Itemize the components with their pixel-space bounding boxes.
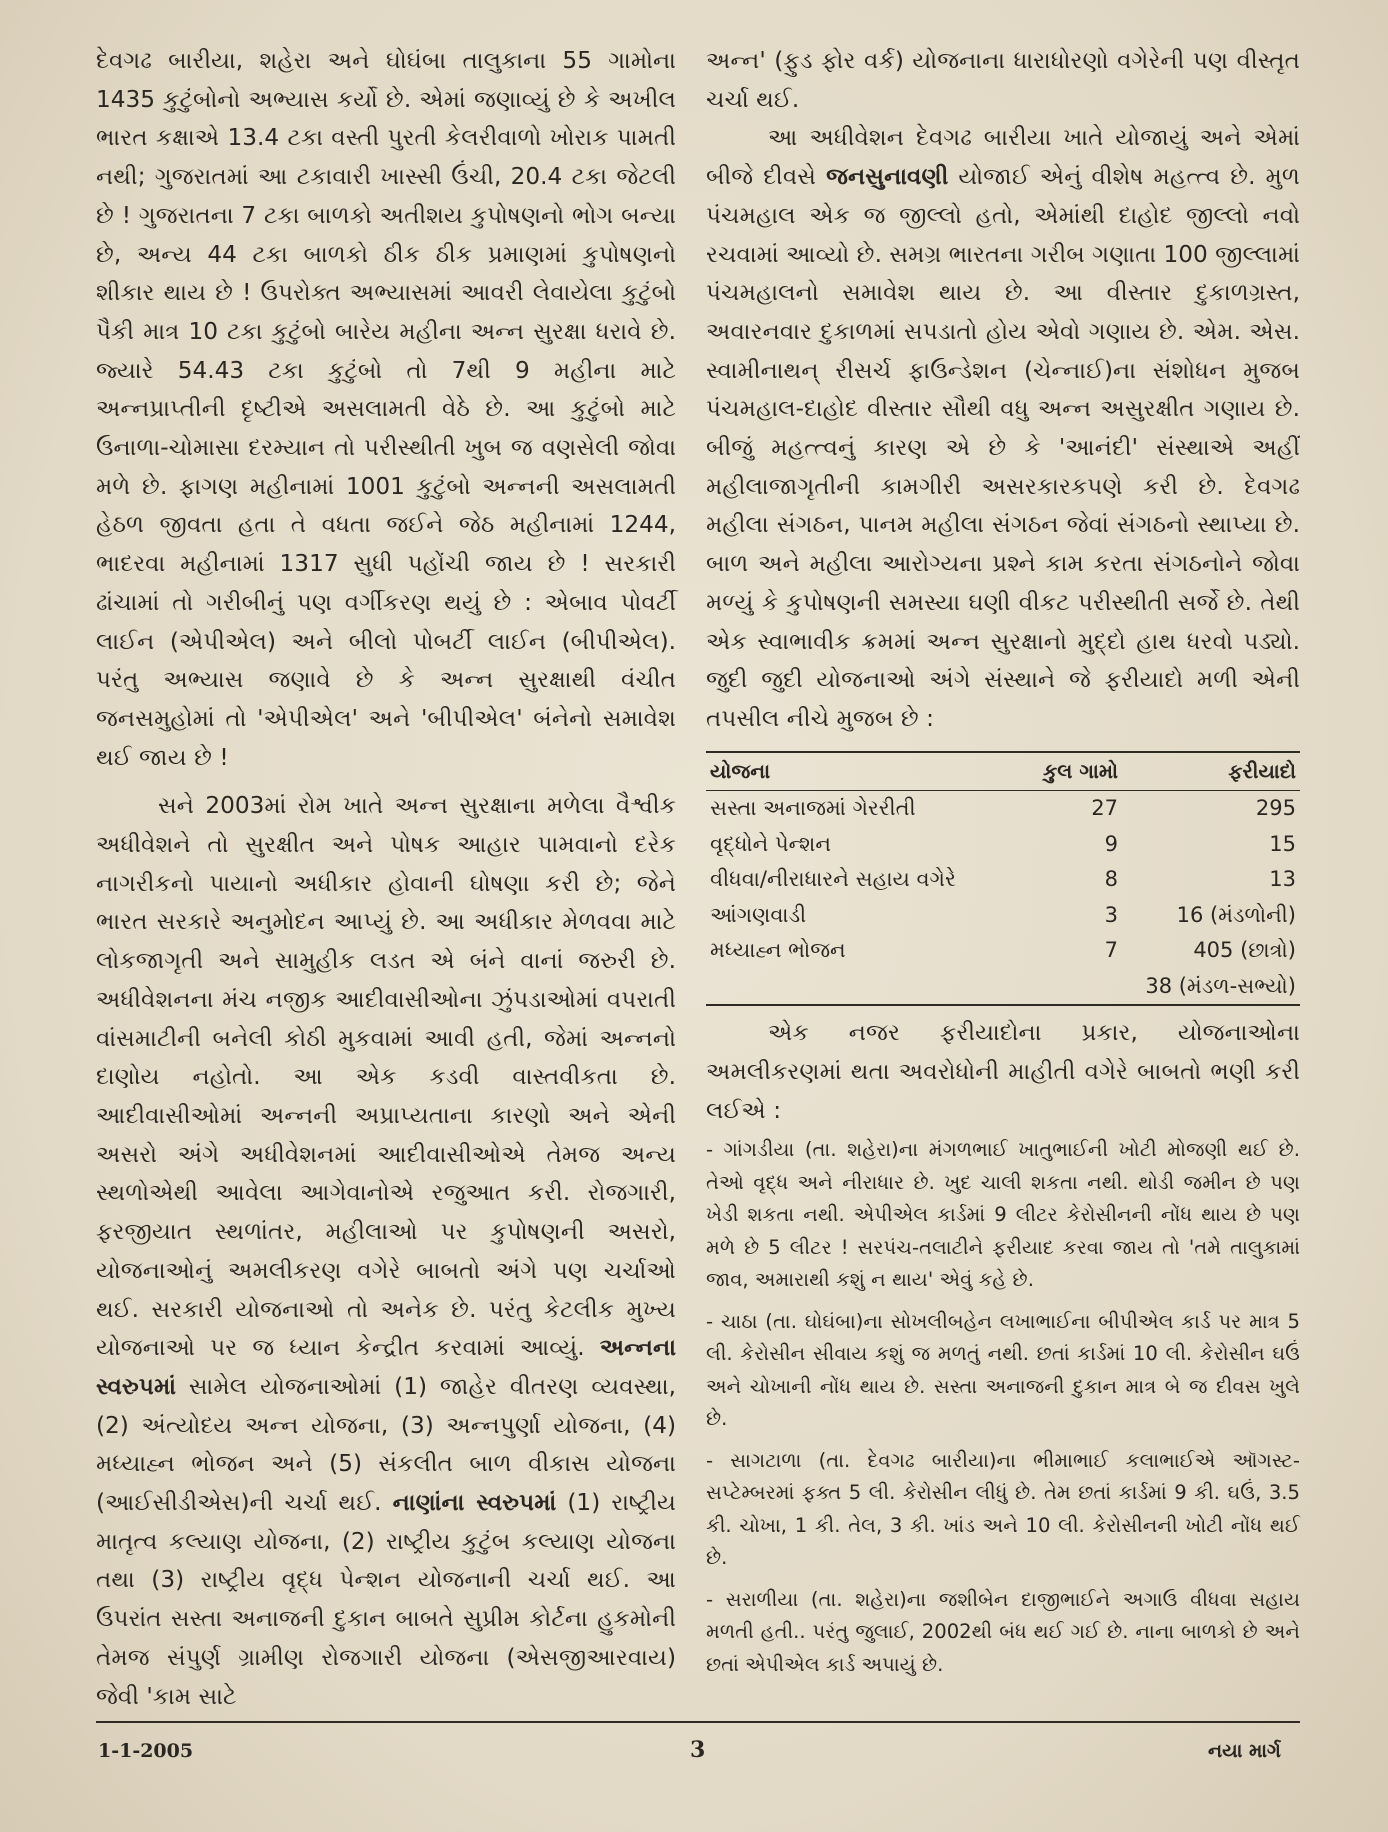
list-item: - ગાંગડીયા (તા. શહેરા)ના મંગળભાઈ ખાતુભાઈની ખોટી મોજણી થઈ છે. તેઓ વૃદ્ધ અને નીરાધાર છે. ખુદ ચાલી શકતા નથી. થોડી જમીન છે પણ ખેડી શકતા નથી. એપીએલ કાર્ડમાં 9 લીટર કેરોસીનની નોંધ થાય છે પણ મળે છે 5 લીટર ! સરપંચ-તલાટીને ફરીયાદ કરવા જાય તો 'તમે તાલુકામાં જાવ, અમારાથી કશું ન થાય' એવું કહે છે.	[706, 1138, 1300, 1292]
left-column	[96, 42, 676, 1716]
cell-complaints: 38 (મંડળ-સભ્યો)	[1145, 973, 1296, 998]
cell-complaints: 16 (મંડળોની)	[1176, 902, 1296, 927]
cell-villages: 9	[1104, 831, 1118, 856]
text-run: સને 2003માં રોમ ખાતે અન્ન સુરક્ષાના મળેલા વૈશ્વીક અધીવેશને તો સુરક્ષીત અને પોષક આહાર પામવાનો દરેક નાગરીકનો પાયાનો અધીકાર હોવાની ઘોષણા કરી છે; જેને ભારત સરકારે અનુમોદન આપ્યું છે. આ અધીકાર મેળવવા માટે લોકજાગૃતી અને સામુહીક લડત એ બંને વાનાં જરુરી છે. અધીવેશનના મંચ નજીક આદીવાસીઓના ઝુંપડાઓમાં વપરાતી વાંસમાટીની બનેલી કોઠી મુકવામાં આવી હતી, જેમાં અન્નનો દાણોય નહોતો. આ એક કડવી વાસ્તવીકતા છે. આદીવાસીઓમાં અન્નની અપ્રાપ્યતાના કારણો અને એની અસરો અંગે અધીવેશનમાં આદીવાસીઓએ તેમજ અન્ય સ્થળોએથી આવેલા આગેવાનોએ રજુઆત કરી. રોજગારી, ફરજીયાત સ્થળાંતર, મહીલાઓ પર કુપોષણની અસરો, યોજનાઓનું અમલીકરણ વગેરે બાબતો અંગે પણ ચર્ચાઓ થઈ. સરકારી યોજનાઓ તો અનેક છે. પરંતુ કેટલીક મુખ્ય યોજનાઓ પર જ ધ્યાન કેન્દ્રીત કરવામાં આવ્યું.	[96, 792, 676, 1362]
cell-scheme: વીધવા/નીરાધારને સહાય વગેરે	[710, 867, 956, 892]
magazine-name: નયા માર્ગ	[1208, 1740, 1281, 1762]
cell-complaints: 15	[1269, 831, 1296, 856]
table-row	[706, 969, 1300, 1006]
cell-scheme: આંગણવાડી	[710, 902, 807, 927]
list-item: - ચાઠા (તા. ઘોઘંબા)ના સોખલીબહેન લખાભાઈના બીપીએલ કાર્ડ પર માત્ર 5 લી. કેરોસીન સીવાય કશું જ મળતું નથી. છતાં કાર્ડમાં 10 લી. કેરોસીન ઘઉં અને ચોખાની નોંધ થાય છે. સસ્તા અનાજની દુકાન માત્ર બે જ દીવસ ખુલે છે.	[706, 1309, 1300, 1431]
cell-complaints: 405 (છાત્રો)	[1193, 938, 1296, 963]
paragraph: દેવગઢ બારીયા, શહેરા અને ઘોઘંબા તાલુકાના 55 ગામોના 1435 કુટુંબોનો અભ્યાસ કર્યો છે. એમાં જણાવ્યું છે કે અખીલ ભારત કક્ષાએ 13.4 ટકા વસ્તી પુરતી કેલરીવાળો ખોરાક પામતી નથી; ગુજરાતમાં આ ટકાવારી ખાસ્સી ઉંચી, 20.4 ટકા જેટલી છે ! ગુજરાતના 7 ટકા બાળકો અતીશય કુપોષણનો ભોગ બન્યા છે, અન્ય 44 ટકા બાળકો ઠીક ઠીક પ્રમાણમાં કુપોષણનો શીકાર થાય છે ! ઉપરોક્ત અભ્યાસમાં આવરી લેવાયેલા કુટુંબો પૈકી માત્ર 10 ટકા કુટુંબો બારેય મહીના અન્ન સુરક્ષા ધરાવે છે. જ્યારે 54.43 ટકા કુટુંબો તો 7થી 9 મહીના માટે અન્નપ્રાપ્તીની દૃષ્ટીએ અસલામતી વેઠે છે. આ કુટુંબો માટે ઉનાળા-ચોમાસા દરમ્યાન તો પરીસ્થીતી ખુબ જ વણસેલી જોવા મળે છે. ફાગણ મહીનામાં 1001 કુટુંબો અન્નની અસલામતી હેઠળ જીવતા હતા તે વધતા જઈને જેઠ મહીનામાં 1244, ભાદરવા મહીનામાં 1317 સુધી પહોંચી જાય છે ! સરકારી ઢાંચામાં તો ગરીબીનું પણ વર્ગીકરણ થયું છે : એબાવ પોવર્ટી લાઈન (એપીએલ) અને બીલો પોબર્ટી લાઈન (બીપીએલ). પરંતુ અભ્યાસ જણાવે છે કે અન્ન સુરક્ષાથી વંચીત જનસમુહોમાં તો 'એપીએલ' અને 'બીપીએલ' બંનેનો સમાવેશ થઈ જાય છે !	[96, 47, 676, 771]
footer-date: 1-1-2005	[98, 1740, 194, 1762]
paragraph: એક નજર ફરીયાદોના પ્રકાર, યોજનાઓના અમલીકરણમાં થતા અવરોધોની માહીતી વગેરે બાબતો ભણી કરી લઈએ :	[706, 1019, 1300, 1124]
table-row	[706, 827, 1300, 863]
cell-scheme: વૃદ્ધોને પેન્શન	[710, 831, 831, 856]
column-header-villages: કુલ ગામો	[1043, 758, 1118, 783]
text-run: આ અધીવેશન દેવગઢ બારીયા ખાતે યોજાયું અને એમાં બીજે દીવસે	[706, 124, 1300, 191]
cell-villages: 3	[1104, 902, 1118, 927]
cell-complaints: 13	[1269, 867, 1296, 892]
cell-scheme: સસ્તા અનાજમાં ગેરરીતી	[710, 796, 916, 821]
table-row	[706, 898, 1300, 934]
bold-text: નાણાંના સ્વરુપમાં	[392, 1489, 557, 1517]
paragraph	[96, 787, 676, 1716]
list-item: - સાગટાળા (તા. દેવગઢ બારીયા)ના ભીમાભાઈ કલાભાઈએ ઑગસ્ટ-સપ્ટેમ્બરમાં ફક્ત 5 લી. કેરોસીન લીધું છે. તેમ છતાં કાર્ડમાં 9 કી. ઘઉં, 3.5 કી. ચોખા, 1 કી. તેલ, 3 કી. ખાંડ અને 10 લી. કેરોસીનની ખોટી નોંધ થઈ છે.	[706, 1448, 1300, 1570]
cell-scheme	[706, 969, 1024, 1006]
list-item: - સરાળીયા (તા. શહેરા)ના જશીબેન દાજીભાઈને અગાઉ વીધવા સહાય મળતી હતી.. પરંતુ જુલાઈ, 2002થી બંધ થઈ ગઈ છે. નાના બાળકો છે અને છતાં એપીએલ કાર્ડ અપાયું છે.	[706, 1587, 1300, 1676]
column-header-scheme: યોજના	[710, 758, 771, 783]
page-number: 3	[690, 1737, 706, 1763]
complaints-table	[706, 751, 1300, 1007]
cell-villages: 7	[1104, 938, 1118, 963]
text-run: (1) રાષ્ટ્રીય માતૃત્વ કલ્યાણ યોજના, (2) રાષ્ટ્રીય કુટુંબ કલ્યાણ યોજના તથા (3) રાષ્ટ્રીય વૃદ્ધ પેન્શન યોજનાની ચર્ચા થઈ. આ ઉપરાંત સસ્તા અનાજની દુકાન બાબતે સુપ્રીમ કોર્ટના હુકમોની તેમજ સંપુર્ણ ગ્રામીણ રોજગારી યોજના (એસજીઆરવાય) જેવી 'કામ સાટે	[96, 1489, 677, 1710]
table-header-row	[706, 752, 1300, 791]
cell-complaints: 295	[1255, 796, 1296, 821]
cell-villages: 8	[1104, 867, 1118, 892]
cell-villages	[1024, 969, 1132, 1006]
footer-divider	[96, 1721, 1300, 1723]
cell-villages: 27	[1091, 796, 1118, 821]
column-header-complaints: ફરીયાદો	[1228, 758, 1296, 783]
bold-text: અન્નના સ્વરુપમાં	[96, 1334, 676, 1400]
table-row	[706, 862, 1300, 898]
paragraph: અન્ન' (ફુડ ફોર વર્ક) યોજનાના ધારાધોરણો વગેરેની પણ વીસ્તૃત ચર્ચા થઈ.	[706, 47, 1300, 113]
table-row	[706, 933, 1300, 969]
case-list	[706, 1134, 1300, 1681]
bold-text: જનસુનાવણી	[826, 163, 949, 191]
right-column	[706, 42, 1300, 1690]
text-run: સામેલ યોજનાઓમાં (1) જાહેર વીતરણ વ્યવસ્થા, (2) અંત્યોદય અન્ન યોજના, (3) અન્નપુર્ણા યોજના, (4) મધ્યાહ્ન ભોજન અને (5) સંકલીત બાળ વીકાસ યોજના (આઈસીડીએસ)ની ચર્ચા થઈ.	[96, 1372, 677, 1517]
paragraph	[706, 119, 1300, 738]
cell-scheme: મધ્યાહ્ન ભોજન	[710, 938, 846, 963]
table-row	[706, 791, 1300, 827]
text-run: યોજાઈ એનું વીશેષ મહત્ત્વ છે. મુળ પંચમહાલ એક જ જીલ્લો હતો, એમાંથી દાહોદ જીલ્લો નવો રચવામાં આવ્યો છે. સમગ્ર ભારતના ગરીબ ગણાતા 100 જીલ્લામાં પંચમહાલનો સમાવેશ થાય છે. આ વીસ્તાર દુકાળગ્રસ્ત, અવારનવાર દુકાળમાં સપડાતો હોય એવો ગણાય છે. એમ. એસ. સ્વામીનાથન્ રીસર્ચ ફાઉન્ડેશન (ચેન્નાઈ)ના સંશોધન મુજબ પંચમહાલ-દાહોદ વીસ્તાર સૌથી વધુ અન્ન અસુરક્ષીત ગણાય છે. બીજું મહત્ત્વનું કારણ એ છે કે 'આનંદી' સંસ્થાએ અહીં મહીલાજાગૃતીની કામગીરી અસરકારકપણે કરી છે. દેવગઢ મહીલા સંગઠન, પાનમ મહીલા સંગઠન જેવાં સંગઠનો સ્થાપ્યા છે. બાળ અને મહીલા આરોગ્યના પ્રશ્ને કામ કરતા સંગઠનોને જોવા મળ્યું કે કુપોષણની સમસ્યા ઘણી વીકટ પરીસ્થીતી સર્જે છે. તેથી એક સ્વાભાવીક ક્રમમાં અન્ન સુરક્ષાનો મુદ્દો હાથ ધરવો પડ્યો. જુદી જુદી યોજનાઓ અંગે સંસ્થાને જે ફરીયાદો મળી એની તપસીલ નીચે મુજબ છે :	[706, 163, 1301, 732]
